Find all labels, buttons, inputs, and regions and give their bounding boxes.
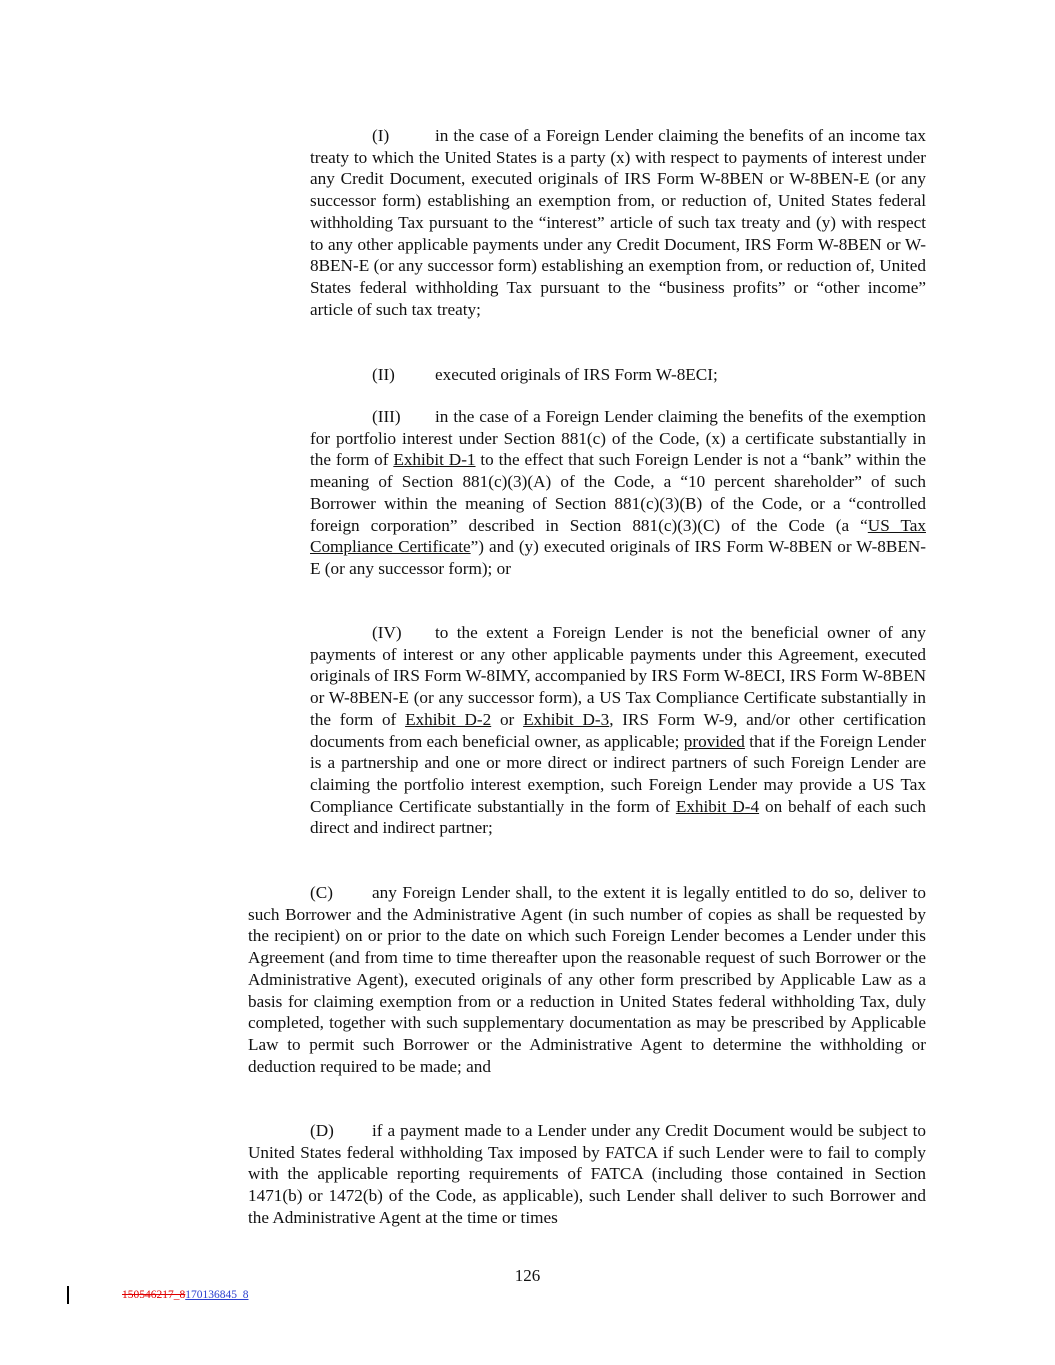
document-id-deleted: 150546217_8	[122, 1289, 186, 1301]
clause-ii	[310, 364, 926, 386]
clause-text: or	[491, 709, 524, 729]
clause-text: in the case of a Foreign Lender claiming the benefits of the exemption for portfolio interest under Section 881(c) of the Code, (x) a certificate substantially in the form of	[310, 407, 926, 470]
clause-number: (II)	[372, 365, 395, 384]
clause-text: on behalf of each such direct and indirect partner;	[310, 796, 926, 838]
clause-number: (C)	[310, 883, 333, 902]
document-id-inserted: 170136845_8	[185, 1289, 249, 1301]
provided-term: provided	[683, 731, 745, 751]
exhibit-d2-link[interactable]: Exhibit D-2	[405, 709, 492, 729]
exhibit-d1-link[interactable]: Exhibit D-1	[393, 450, 476, 470]
clause-number: (III)	[372, 407, 401, 426]
clause-i	[310, 125, 926, 320]
exhibit-d4-link[interactable]: Exhibit D-4	[675, 796, 760, 816]
clause-number: (D)	[310, 1121, 334, 1140]
clause-d	[248, 1120, 926, 1229]
clause-text: that if the Foreign Lender is a partnership and one or more direct or indirect partners of such Foreign Lender are claiming the portfolio interest exemption, such Foreign Lender may provide a US Tax Compliance Certificate substantially in the form of	[310, 731, 927, 816]
clause-iv	[310, 622, 926, 839]
clause-number: (IV)	[372, 623, 402, 642]
exhibit-d3-link[interactable]: Exhibit D-3	[523, 709, 610, 729]
clause-c	[248, 882, 926, 1077]
page-number: 126	[514, 1266, 541, 1285]
revision-change-bar	[67, 1286, 69, 1304]
us-tax-compliance-certificate-term: US Tax Compliance Certificate	[310, 515, 926, 557]
clause-text: ”) and (y) executed originals of IRS Form W-8BEN or W-8BEN-E (or any successor form); or	[310, 537, 926, 578]
clause-text: if a payment made to a Lender under any Credit Document would be subject to United States federal withholding Tax imposed by FATCA if such Lender were to fail to comply with the applicable reporting requirements of FATCA (including those contained in Section 1471(b) or 1472(b) of the Code, as applicable), such Lender shall deliver to such Borrower and the Administrative Agent at the time or times	[248, 1121, 926, 1227]
document-id	[122, 1289, 249, 1301]
clause-iii	[310, 406, 926, 580]
clause-text: , IRS Form W-9, and/or other certification documents from each beneficial owner, as applicable;	[310, 709, 926, 751]
clause-text: executed originals of IRS Form W-8ECI;	[435, 365, 718, 384]
clause-text: to the extent a Foreign Lender is not the beneficial owner of any payments of interest or any other applicable payments under this Agreement, executed originals of IRS Form W-8IMY, accompanied by IRS Form W-8ECI, IRS Form W-8BEN or W-8BEN-E (or any successor form), a US Tax Compliance Certificate substantially in the form of	[310, 623, 926, 729]
clause-number: (I)	[372, 126, 390, 145]
clause-text: to the effect that such Foreign Lender is not a “bank” within the meaning of Section 881(c)(3)(A) of the Code, a “10 percent shareholder” of such Borrower within the meaning of Section 881(c)(3)(B) of the Code, or a “controlled foreign corporation” described in Section 881(c)(3)(C) of the Code (a “	[310, 450, 926, 535]
clause-text: in the case of a Foreign Lender claiming the benefits of an income tax treaty to which the United States is a party (x) with respect to payments of interest under any Credit Document, executed originals of IRS Form W-8BEN or W-8BEN-E (or any successor form) establishing an exemption from, or reduction of, United States federal withholding Tax pursuant to the “interest” article of such tax treaty and (y) with respect to any other applicable payments under any Credit Document, IRS Form W-8BEN or W-8BEN-E (or any successor form) establishing an exemption from, or reduction of, United States federal withholding Tax pursuant to the “business profits” or “other income” article of such tax treaty;	[310, 126, 926, 319]
clause-text: any Foreign Lender shall, to the extent it is legally entitled to do so, deliver to such Borrower and the Administrative Agent (in such number of copies as shall be requested by the recipient) on or prior to the date on which such Foreign Lender becomes a Lender under this Agreement (and from time to time thereafter upon the reasonable request of such Borrower or the Administrative Agent), executed originals of any other form prescribed by Applicable Law as a basis for claiming exemption from or a reduction in United States federal withholding Tax, duly completed, together with such supplementary documentation as may be prescribed by Applicable Law to permit such Borrower or the Administrative Agent to determine the withholding or deduction required to be made; and	[248, 883, 926, 1076]
